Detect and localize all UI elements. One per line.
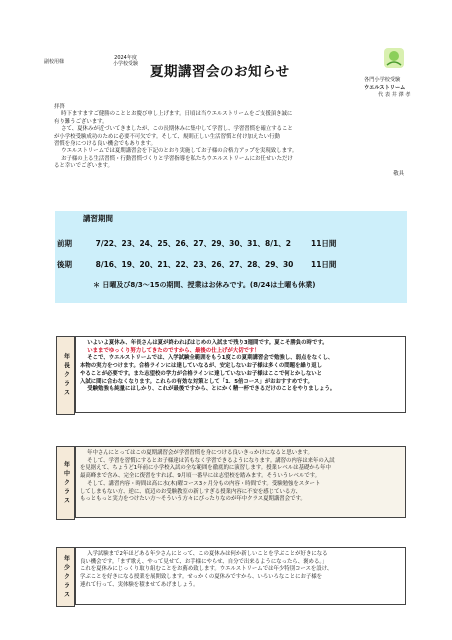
middle-line: そして、講習内容・時間は高に水(木)曜コース3ヶ月分もの内容・時間です。受験勉強をスタート [80, 480, 321, 487]
senior-line: いよいよ夏休み、年長さんは夏が終わればはじめの入試まで残り3週間です。夏こそ勝負の時です。 [80, 340, 328, 346]
intro-line: 時下ますますご健勝のこととお慶び申し上げます。日頃は当ウエルストリームをご支援頂き誠に [54, 111, 293, 118]
period-first-label: 前期 [57, 239, 72, 248]
class-label-junior-text: 年少クラス [62, 554, 70, 600]
class-label-senior [56, 336, 75, 415]
senior-line: 入試に間に合わなくなります。これらの有効な対策として「1．5倍コース」がおおすすめです。 [80, 378, 313, 385]
junior-line: これを夏休みにじっくり取り組むことをお薦め致します。ウエルストリームでは年少特別コースを設け、 [80, 566, 333, 573]
middle-line: 年中さんにとってはこの夏期講習会が学習習慣を身につける良いきっかけになると思います。 [80, 450, 313, 456]
middle-line: もっともっと実力をつけたい方～そういう方々にぴったりなのが年中クラス夏期講習会です。 [80, 496, 306, 503]
senior-line-highlight: いままでゆっくり努力してきたのですから、最後の仕上げが大切です！ [80, 347, 260, 354]
junior-line: 入学試験まで2年ほどある年少さんにとって、この夏休みは何か新しいことを学ぶことが好きになる [80, 551, 328, 557]
header-year-block [113, 55, 138, 67]
header-exam: 小学校受験 [113, 61, 139, 67]
senior-line: 受験勉強も純量にはしかり、これが最後ですから、とにかく精一杯できるだけのことをやりましょう。 [80, 386, 336, 393]
header-left-tag: 副校用様 [44, 59, 65, 65]
period-second-row [57, 259, 337, 270]
junior-line: 学ぶことを好きになる授業を展開致します。せっかくの夏休みですから、いろいろなことにお子様を [80, 574, 323, 581]
period-second-days: 11日間 [311, 260, 337, 269]
period-second-dates: 8/16、19、20、21、22、23、26、27、28、29、30 [95, 260, 294, 269]
intro-line: 習慣を身につける良い機会でもあります。 [54, 141, 156, 148]
intro-letter [54, 104, 404, 178]
class-label-junior [56, 547, 75, 607]
class-label-middle [56, 446, 75, 520]
greeting: 拝啓 [54, 104, 65, 110]
intro-line: さて、夏休みが近づいてきましたが、この長期休みに集中して学習し、学習習慣を確立すること [54, 126, 293, 133]
intro-line: が小学校受験成功のために必要不可欠です。そして、規則正しい生活習慣と付け加えたい行動 [54, 133, 280, 140]
header-year: 2024年度 [114, 55, 137, 61]
intro-line: ると幸いでございます。 [54, 163, 113, 170]
middle-line: してしまもない方、逆に、底辺のお受験教室の新しすぎる授業内容に不安を感じている方、 [80, 488, 302, 495]
intro-line: 有り難うございます。 [54, 118, 108, 125]
closing: 敬具 [393, 170, 404, 177]
period-first-days: 11日間 [311, 239, 337, 248]
class-box-senior [75, 336, 406, 413]
organization-block [364, 77, 411, 100]
representative: 代 表 井 澤 孝 [378, 92, 411, 98]
middle-line: を見据えて、ちょうど1年前に小学校入試の全な範囲を徹底的に演習します。授業レベルは基礎から年中 [80, 465, 331, 472]
period-title: 講習期間 [83, 214, 113, 223]
senior-line: 本物の実力をつけます。合格ラインには達していなるが、安定しないお子様は多くの問題を繰り返し [80, 363, 322, 370]
logo-icon [383, 46, 405, 70]
page-title: 夏期講習会のお知らせ [150, 64, 290, 80]
org-name: ウエルストリーム [364, 84, 406, 91]
senior-line: やることが必要です。また志望校の学力が合格ラインに達していないお子様はここで何とかしないと [80, 370, 322, 377]
period-second-label: 後期 [57, 260, 72, 269]
period-first-row [57, 238, 337, 249]
junior-line: 連れて行って、実体験を積ませてあげましょう。 [80, 581, 199, 588]
intro-line: お子様の上る生活習慣・行動習慣づくりと学習指導を私たちウエルストリームにお任せいただけ [54, 155, 293, 162]
senior-line: そこで、ウエルストリームでは、入学試験全範囲をもう1度この夏期講習会で勉強し、弱点をなくし、 [80, 355, 334, 362]
org-subtitle: 各門小学校受験 [364, 77, 401, 83]
middle-line: 最高峰まで含み、完全に復習をすれば、9月頃一番早には志望校を踏みます。そういうレベルです。 [80, 473, 321, 480]
period-first-dates: 7/22、23、24、25、26、27、29、30、31、8/1、2 [95, 239, 291, 248]
junior-line: 良い機会です。「まず歌え、やって見せて、お手様にやらせ、自分で出来るようになったら、褒める。」 [80, 558, 328, 565]
period-note: ＊ 日曜及び8/3～15の期間、授業はお休みです。(8/24は土曜も休業) [93, 281, 316, 289]
middle-line: そして、学習を習慣にするとお子様達は苦もなく学習できるようになります。講習の内容は来年の入試 [80, 457, 335, 464]
class-box-junior [75, 547, 406, 605]
class-label-middle-text: 年中クラス [62, 460, 70, 506]
class-label-senior-text: 年長クラス [62, 353, 70, 398]
intro-line: ウエルストリームでは夏期講習会を下記のとおり実施してお子様の合格力アップを実現致します。 [54, 148, 298, 155]
class-box-middle [75, 446, 406, 518]
